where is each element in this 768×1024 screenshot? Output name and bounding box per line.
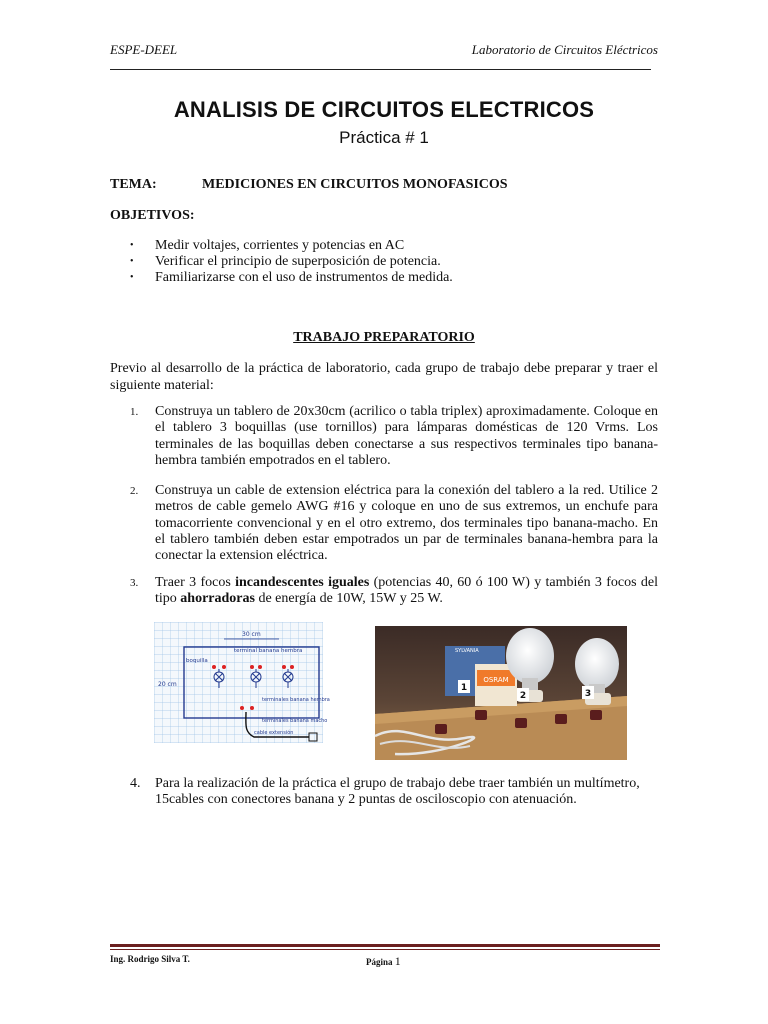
- footer-author: Ing. Rodrigo Silva T.: [110, 954, 190, 964]
- item-number: 4.: [130, 776, 141, 791]
- list-item-3: [130, 575, 658, 608]
- bulb-2: [506, 628, 554, 684]
- bullet-icon: •: [130, 272, 134, 283]
- photo-label-3: 3: [584, 689, 592, 699]
- page-subtitle: Práctica # 1: [339, 128, 429, 147]
- header-divider: [110, 69, 651, 70]
- item-text: Para la realización de la práctica el grupo de trabajo debe traer también un multímetro, 15cables con conectores banana y 2 puntas de osciloscopio con atenuación.: [155, 776, 640, 808]
- footer-divider-thin: [110, 949, 660, 950]
- list-item-4: [130, 776, 658, 809]
- item-text: Construya un tablero de 20x30cm (acrilico o tabla triplex) aproximadamente. Coloque en el tablero 3 boquillas (use tornillos) para lámparas domésticas de 120 Vrms. Los terminales de las boquillas deben conectarse a sus respectivos terminales tipo banana-hembra también empotrados en el tablero.: [155, 404, 658, 468]
- bullet-icon: •: [130, 256, 134, 267]
- photo-label-2: 2: [519, 691, 527, 701]
- tema-value: MEDICIONES EN CIRCUITOS MONOFASICOS: [202, 177, 508, 192]
- list-item: • Medir voltajes, corrientes y potencias en AC: [130, 238, 405, 253]
- list-item-2: [130, 483, 658, 564]
- header-right: Laboratorio de Circuitos Eléctricos: [471, 42, 658, 57]
- photo-label-1: 1: [460, 683, 468, 693]
- sketch-terminales-label: terminales banana hembra: [262, 697, 330, 703]
- objetivos-label: OBJETIVOS:: [110, 208, 195, 223]
- item-text: Construya un cable de extension eléctrica para la conexión del tablero a la red. Utilice 2 metros de cable gemelo AWG #16 y coloque en uno de sus extremos, un enchufe para tomacorriente convencional y en el otro extremo, dos terminales tipo banana-macho. En el tablero también deben estar empotrados un par de terminales banana-hembra para la conectar la extension eléctrica.: [155, 483, 658, 564]
- list-item: • Familiarizarse con el uso de instrumentos de medida.: [130, 270, 453, 285]
- footer-page: Página 1: [366, 954, 401, 968]
- header-left: ESPE-DEEL: [110, 42, 178, 57]
- list-item-1: [130, 404, 658, 469]
- intro-paragraph: Previo al desarrollo de la práctica de laboratorio, cada grupo de trabajo debe preparar y traer el siguiente material:: [110, 361, 658, 393]
- item-text: Traer 3 focos incandescentes iguales (potencias 40, 60 ó 100 W) y también 3 focos del tipo ahorradoras de energía de 10W, 15W y 25 W.: [155, 575, 658, 607]
- objetivos-list: [130, 238, 453, 286]
- item-number: 3.: [130, 577, 139, 589]
- lamp-board-photo: [375, 626, 627, 760]
- sketch-cable-label: cable extensión: [254, 730, 294, 736]
- sketch-height-label: 20 cm: [158, 681, 177, 688]
- list-item: • Verificar el principio de superposición de potencia.: [130, 254, 441, 269]
- osram-brand: OSRAM: [483, 676, 509, 684]
- page-title: ANALISIS DE CIRCUITOS ELECTRICOS: [173, 97, 595, 122]
- item-number: 1.: [130, 406, 139, 418]
- item-number: 2.: [130, 485, 139, 497]
- bulb-3: [575, 638, 619, 690]
- sketch-terminal-label: terminal banana hembra: [234, 648, 303, 654]
- board-sketch-figure: [154, 622, 330, 743]
- sketch-boquilla-label: boquilla: [186, 658, 208, 664]
- tema-label: TEMA:: [110, 177, 157, 192]
- sketch-width-label: 30 cm: [242, 631, 261, 638]
- sketch-macho-label: terminales banana macho: [262, 718, 328, 724]
- sylvania-brand: SYLVANIA: [455, 648, 479, 654]
- section-title: TRABAJO PREPARATORIO: [293, 330, 475, 345]
- bullet-icon: •: [130, 240, 134, 251]
- footer-divider: [110, 944, 660, 947]
